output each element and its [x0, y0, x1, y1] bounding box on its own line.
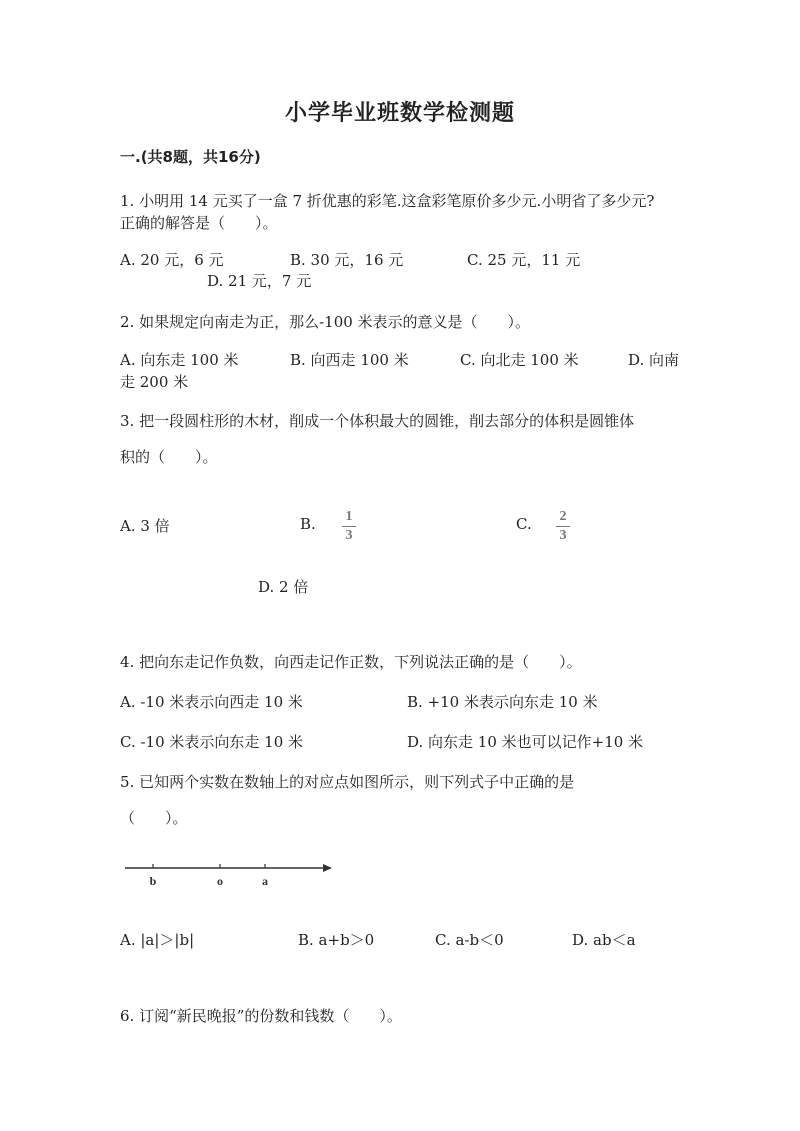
question-5-text: 5. 已知两个实数在数轴上的对应点如图所示，则下列式子中正确的是: [120, 773, 575, 791]
q3-option-c: C.: [516, 515, 532, 533]
fraction-numerator: 2: [559, 509, 567, 524]
q2-option-c: C. 向北走 100 米: [460, 351, 579, 369]
fraction-bar: [342, 526, 356, 527]
q3-option-b-fraction: [341, 510, 357, 543]
q2-option-d-wrap: 走 200 米: [120, 373, 189, 391]
q4-option-c: C. -10 米表示向东走 10 米: [120, 733, 304, 751]
q5-option-c: C. a-b＜0: [435, 931, 504, 949]
q1-option-b: B. 30 元，16 元: [290, 251, 404, 269]
q3-option-a: A. 3 倍: [120, 517, 170, 535]
label-b: b: [149, 874, 157, 888]
q2-option-a: A. 向东走 100 米: [120, 351, 239, 369]
q3-option-c-fraction: [555, 510, 571, 543]
q2-option-d: D. 向南: [628, 351, 680, 369]
q4-option-d: D. 向东走 10 米也可以记作+10 米: [407, 733, 644, 751]
question-6-text: 6. 订阅“新民晚报”的份数和钱数（ ）。: [120, 1007, 402, 1025]
q4-option-b: B. +10 米表示向东走 10 米: [407, 693, 598, 711]
fraction-numerator: 1: [345, 509, 353, 524]
q5-option-a: A. |a|＞|b|: [120, 931, 195, 949]
q1-option-d: D. 21 元，7 元: [207, 272, 312, 290]
question-3-text-cont: 积的（ ）。: [120, 448, 218, 466]
fraction-denominator: 3: [345, 528, 353, 543]
fraction-denominator: 3: [559, 528, 567, 543]
page-title: 小学毕业班数学检测题: [284, 101, 515, 126]
q4-option-a: A. -10 米表示向西走 10 米: [120, 693, 303, 711]
q3-option-b: B.: [300, 515, 316, 533]
question-3-text: 3. 把一段圆柱形的木材，削成一个体积最大的圆锥，削去部分的体积是圆锥体: [120, 412, 635, 430]
label-a: a: [262, 874, 268, 888]
q5-option-b: B. a+b＞0: [298, 931, 375, 949]
number-line-arrow: [323, 864, 332, 872]
q2-option-b: B. 向西走 100 米: [290, 351, 409, 369]
q5-option-d: D. ab＜a: [572, 931, 636, 949]
fraction-bar: [556, 526, 570, 527]
question-5-text-cont: （ ）。: [120, 809, 188, 827]
number-line-figure: [120, 855, 340, 891]
q3-option-d: D. 2 倍: [258, 578, 309, 596]
question-2-text: 2. 如果规定向南走为正，那么-100 米表示的意义是（ ）。: [120, 313, 531, 331]
label-o: o: [217, 874, 223, 888]
q1-option-a: A. 20 元，6 元: [120, 251, 224, 269]
question-1-text: 1. 小明用 14 元买了一盒 7 折优惠的彩笔.这盒彩笔原价多少元.小明省了多少元?: [120, 192, 655, 210]
q1-option-c: C. 25 元，11 元: [467, 251, 581, 269]
question-1-text-cont: 正确的解答是（ ）。: [120, 214, 278, 232]
section-heading: 一.(共8题，共16分): [120, 148, 261, 166]
question-4-text: 4. 把向东走记作负数，向西走记作正数，下列说法正确的是（ ）。: [120, 653, 582, 671]
